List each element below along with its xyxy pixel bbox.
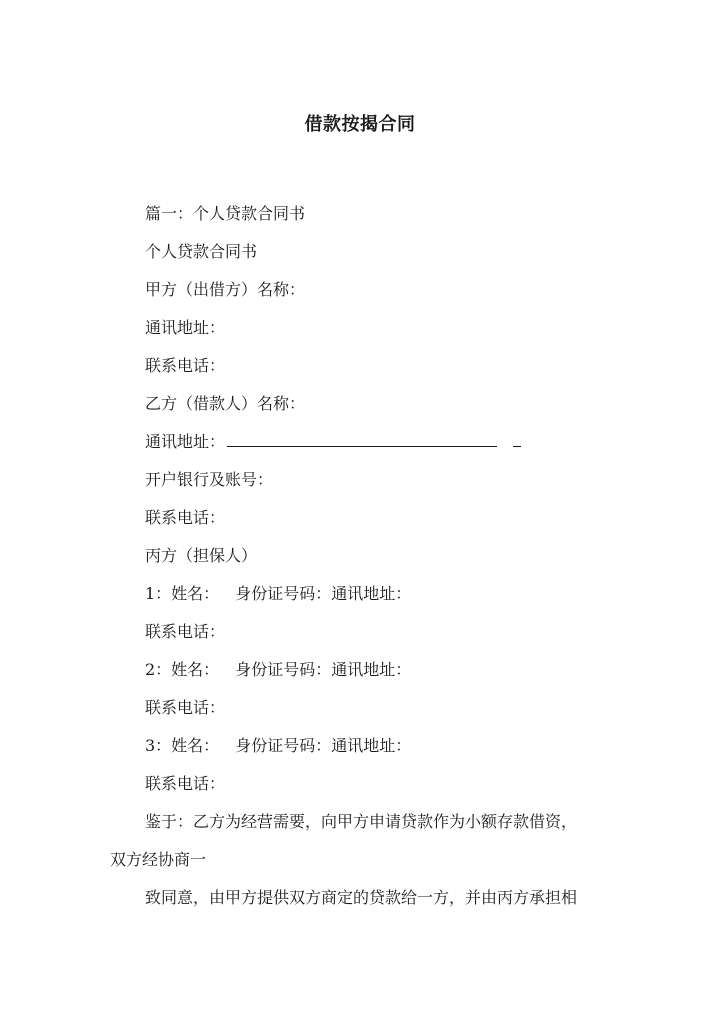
agreement-paragraph: 致同意，由甲方提供双方商定的贷款给一方，并由丙方承担相 (145, 888, 578, 907)
guarantor-3-row (110, 732, 610, 770)
section-heading: 篇一：个人贷款合同书 (145, 204, 306, 223)
guarantor-3-id-label: 身份证号码：通讯地址： (235, 736, 412, 755)
contract-name: 个人贷款合同书 (145, 242, 258, 261)
party-a-phone-label: 联系电话： (145, 356, 226, 375)
guarantor-1-name-label: 1：姓名： (145, 584, 220, 603)
party-b-address-row (110, 428, 610, 466)
guarantor-2-name-label: 2：姓名： (145, 660, 220, 679)
party-a-name-label: 甲方（出借方）名称： (145, 280, 306, 299)
guarantor-1-phone-label: 联系电话： (145, 622, 226, 641)
whereas-clause-continued: 双方经协商一 (110, 850, 207, 869)
guarantor-1-row (110, 580, 610, 618)
party-b-name-label: 乙方（借款人）名称： (145, 394, 306, 413)
document-title: 借款按揭合同 (304, 114, 416, 135)
party-b-phone-label: 联系电话： (145, 508, 226, 527)
party-c-heading: 丙方（担保人） (145, 546, 258, 565)
guarantor-2-row (110, 656, 610, 694)
address-blank-line (227, 430, 497, 447)
party-a-address-label: 通讯地址： (145, 318, 226, 337)
party-b-bank-label: 开户银行及账号： (145, 470, 274, 489)
guarantor-1-id-label: 身份证号码：通讯地址： (235, 584, 412, 603)
whereas-clause: 鉴于：乙方为经营需要，向甲方申请贷款作为小额存款借资， (145, 812, 578, 831)
guarantor-2-phone-label: 联系电话： (145, 698, 226, 717)
guarantor-3-phone-label: 联系电话： (145, 774, 226, 793)
party-b-address-label: 通讯地址： (145, 432, 226, 451)
address-blank-tail (513, 430, 521, 447)
guarantor-2-id-label: 身份证号码：通讯地址： (235, 660, 412, 679)
guarantor-3-name-label: 3：姓名： (145, 736, 220, 755)
document-body (110, 200, 610, 922)
